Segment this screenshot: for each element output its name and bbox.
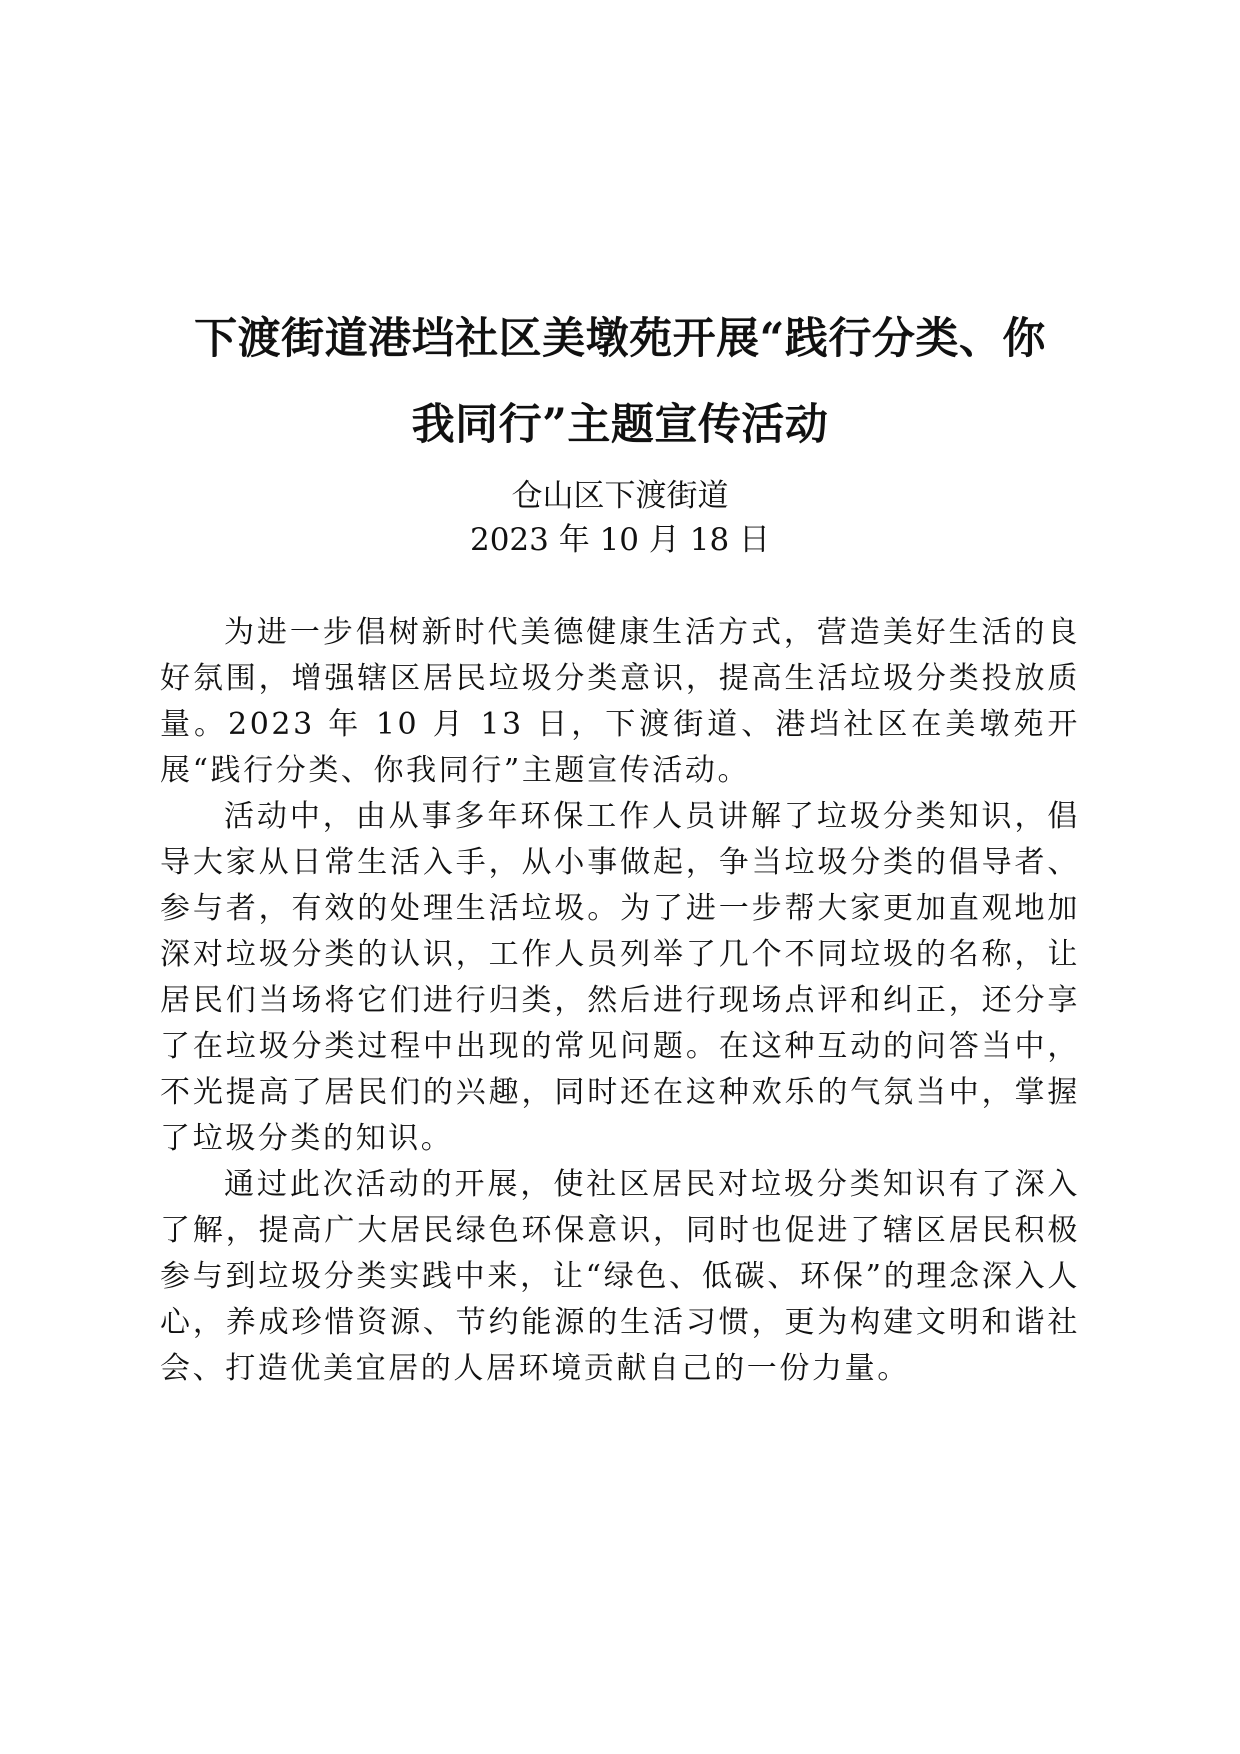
- author: 仓山区下渡街道: [511, 478, 729, 514]
- paragraph-2: 活动中，由从事多年环保工作人员讲解了垃圾分类知识，倡导大家从日常生活入手，从小事做起，争当垃圾分类的倡导者、参与者，有效的处理生活垃圾。为了进一步帮大家更加直观地加深对垃圾分类的认识，工作人员列举了几个不同垃圾的名称，让居民们当场将它们进行归类，然后进行现场点评和纠正，还分享了在垃圾分类过程中出现的常见问题。在这种互动的问答当中，不光提高了居民们的兴趣，同时还在这种欢乐的气氛当中，掌握了垃圾分类的知识。: [160, 799, 1080, 1156]
- document-body: [160, 610, 1080, 1392]
- paragraph-1: 为进一步倡树新时代美德健康生活方式，营造美好生活的良好氛围，增强辖区居民垃圾分类意识，提高生活垃圾分类投放质量。2023 年 10 月 13 日，下渡街道、港垱社区在美墩苑开展“践行分类、你我同行”主题宣传活动。: [160, 615, 1080, 788]
- document-meta: [140, 474, 1100, 562]
- title-line-1: 下渡街道港垱社区美墩苑开展“践行分类、你: [194, 314, 1046, 364]
- paragraph-3: 通过此次活动的开展，使社区居民对垃圾分类知识有了深入了解，提高广大居民绿色环保意识，同时也促进了辖区居民积极参与到垃圾分类实践中来，让“绿色、低碳、环保”的理念深入人心，养成珍惜资源、节约能源的生活习惯，更为构建文明和谐社会、打造优美宜居的人居环境贡献自己的一份力量。: [160, 1167, 1080, 1386]
- title-line-2: 我同行”主题宣传活动: [411, 400, 829, 450]
- document-title: [140, 296, 1100, 468]
- date: 2023 年 10 月 18 日: [469, 522, 771, 558]
